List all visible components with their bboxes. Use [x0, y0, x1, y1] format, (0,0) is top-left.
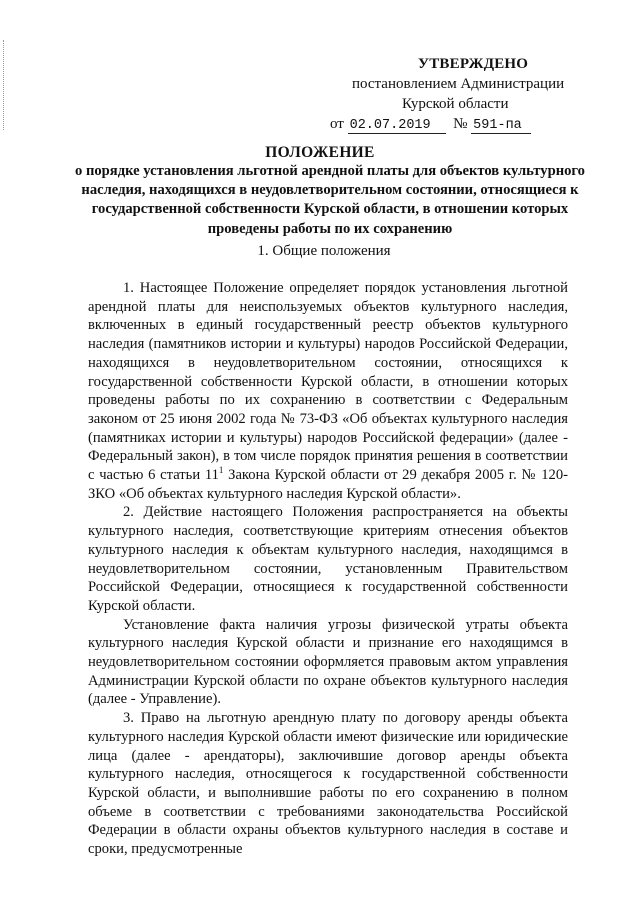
- document-body: [88, 279, 568, 859]
- paragraph-4: 3. Право на льготную арендную плату по договору аренды объекта культурного наследия Курской области имеют физические или юридические лица (далее - арендаторы), заключившие договор аренды объекта культурного наследия, относящегося к государственной собственности Курской области, и выполнившие работы по его сохранению в полном объеме в соответствии с требованиями законодательства Российской Федерации в области охраны объектов культурного наследия в составе и сроки, предусмотренные: [88, 710, 568, 858]
- paragraph-1-text-end: Закона Курской области от 29 декабря 2005 г. № 120-ЗКО «Об объектах культурного наследия Курской области».: [88, 467, 568, 502]
- document-subtitle: о порядке установления льготной арендной платы для объектов культурного наследия, находящихся в неудовлетворительном состоянии, относящиеся к государственной собственности Курской области, в отношении которых проведены работы по их сохранению: [75, 163, 585, 237]
- number-prefix: №: [453, 116, 468, 132]
- approval-date-row: [330, 114, 590, 134]
- paragraph-1-superscript: 1: [218, 465, 224, 476]
- approval-line-2: Курской области: [402, 96, 509, 112]
- paragraph-3: Установление факта наличия угрозы физической утраты объекта культурного наследия Курской области и признание его находящимся в неудовлетворительном состоянии оформляется правовым актом управления Администрации Курской области по охране объектов культурного наследия (далее - Управление).: [88, 616, 568, 708]
- approval-number: 591-па: [471, 118, 531, 134]
- paragraph-1: [88, 279, 568, 503]
- paragraph-1-text: 1. Настоящее Положение определяет порядок установления льготной арендной платы для неиспользуемых объектов культурного наследия, включенных в единый государственный реестр объектов культурного наследия (памятников истории и культуры) народов Российской Федерации, находящихся в неудовлетворительном состоянии, относящихся к государственной собственности Курской области, в отношении которых проведены работы по их сохранению в соответствии с Федеральным законом от 25 июня 2002 года № 73-ФЗ «Об объектах культурного наследия (памятниках истории и культуры) народов Российской федерации» (далее - Федеральный закон), в том числе порядок принятия решения в соответствии с частью 6 статьи 11: [88, 280, 568, 484]
- scan-edge-marks: [3, 40, 5, 130]
- approval-line-1: постановлением Администрации: [352, 76, 565, 92]
- paragraph-2: 2. Действие настоящего Положения распространяется на объекты культурного наследия, соответствующие критериям отнесения объектов культурного наследия к объектам культурного наследия, находящимся в неудовлетворительном состоянии, установленным Правительством Российской Федерации, относящиеся к государственной собственности Курской области.: [88, 504, 568, 614]
- section-heading: 1. Общие положения: [257, 243, 391, 259]
- approval-heading: УТВЕРЖДЕНО: [418, 56, 529, 72]
- document-title: ПОЛОЖЕНИЕ: [265, 144, 375, 161]
- date-prefix: от: [330, 116, 344, 132]
- approval-date: 02.07.2019: [348, 118, 446, 134]
- approval-stamp: [330, 54, 590, 134]
